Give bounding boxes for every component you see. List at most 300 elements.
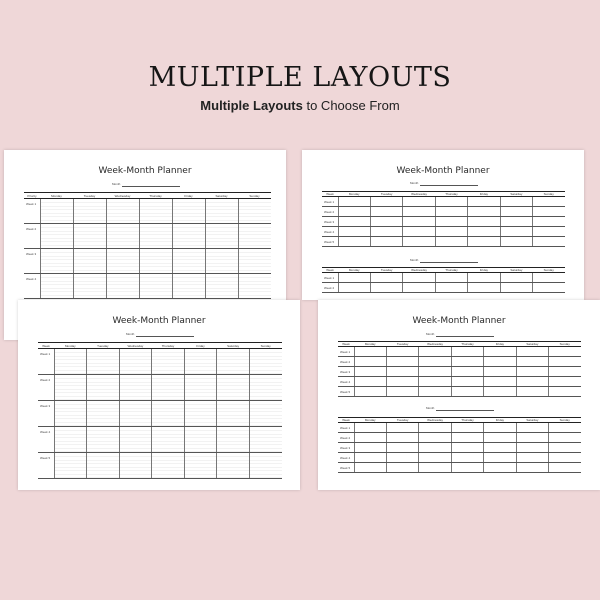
day-cell[interactable] (435, 237, 467, 247)
day-cell[interactable] (54, 427, 87, 453)
day-cell[interactable] (354, 377, 386, 387)
day-cell[interactable] (249, 401, 282, 427)
day-cell[interactable] (238, 274, 271, 299)
day-cell[interactable] (106, 224, 139, 249)
day-cell[interactable] (40, 249, 73, 274)
table-row (322, 227, 565, 237)
week-label: Week 1 (24, 199, 40, 224)
day-cell[interactable] (354, 367, 386, 377)
day-cell[interactable] (354, 423, 386, 433)
day-cell[interactable] (238, 224, 271, 249)
week-label: Week 1 (338, 347, 354, 357)
day-cell[interactable] (500, 273, 532, 283)
day-cell[interactable] (533, 283, 565, 293)
day-cell[interactable] (370, 237, 402, 247)
day-cell[interactable] (54, 401, 87, 427)
planner-grid-lower (322, 267, 565, 293)
day-cell[interactable] (217, 375, 250, 401)
sheet-title: Week-Month Planner (412, 316, 506, 326)
month-label: Month (126, 332, 135, 336)
day-cell[interactable] (184, 427, 217, 453)
day-cell[interactable] (40, 224, 73, 249)
day-cell[interactable] (139, 199, 172, 224)
column-header: Wednesday (119, 343, 152, 349)
day-cell[interactable] (40, 274, 73, 299)
day-cell[interactable] (152, 401, 185, 427)
week-label: Week 5 (338, 463, 354, 473)
day-cell[interactable] (354, 433, 386, 443)
table-row (24, 224, 271, 249)
day-cell[interactable] (205, 224, 238, 249)
column-header: Wednesday (403, 192, 435, 197)
day-cell[interactable] (386, 377, 418, 387)
day-cell[interactable] (370, 197, 402, 207)
day-cell[interactable] (549, 367, 581, 377)
column-header: Wednesday (419, 342, 451, 347)
column-header: Saturday (217, 343, 250, 349)
day-cell[interactable] (249, 427, 282, 453)
column-header: Wednesday (106, 193, 139, 199)
column-header: Wednesday (403, 268, 435, 273)
month-line (122, 186, 180, 187)
day-cell[interactable] (217, 427, 250, 453)
month-line (436, 410, 494, 411)
column-header: Friday (484, 342, 516, 347)
column-header: Saturday (516, 342, 548, 347)
day-cell[interactable] (435, 283, 467, 293)
day-cell[interactable] (451, 423, 483, 433)
week-label: Week 1 (322, 273, 338, 283)
column-header: Priority (24, 193, 40, 199)
column-header: Thursday (152, 343, 185, 349)
day-cell[interactable] (435, 197, 467, 207)
day-cell[interactable] (386, 453, 418, 463)
week-label: Week 3 (38, 401, 54, 427)
week-label: Week 4 (338, 377, 354, 387)
day-cell[interactable] (54, 349, 87, 375)
day-cell[interactable] (152, 375, 185, 401)
day-cell[interactable] (468, 227, 500, 237)
day-cell[interactable] (451, 357, 483, 367)
day-cell[interactable] (338, 217, 370, 227)
week-label: Week 4 (38, 427, 54, 453)
planner-sheet-bottom-left (18, 300, 300, 490)
day-cell[interactable] (549, 433, 581, 443)
day-cell[interactable] (338, 237, 370, 247)
month-label: Month (426, 332, 435, 336)
day-cell[interactable] (484, 387, 516, 397)
week-label: Week 4 (338, 453, 354, 463)
day-cell[interactable] (205, 274, 238, 299)
column-header: Tuesday (73, 193, 106, 199)
day-cell[interactable] (386, 357, 418, 367)
day-cell[interactable] (516, 453, 548, 463)
day-cell[interactable] (435, 227, 467, 237)
day-cell[interactable] (172, 249, 205, 274)
day-cell[interactable] (354, 387, 386, 397)
day-cell[interactable] (338, 283, 370, 293)
week-label: Week 5 (322, 237, 338, 247)
day-cell[interactable] (249, 349, 282, 375)
column-header: Thursday (435, 268, 467, 273)
day-cell[interactable] (87, 375, 120, 401)
day-cell[interactable] (484, 423, 516, 433)
day-cell[interactable] (87, 349, 120, 375)
week-label: Week 3 (338, 443, 354, 453)
day-cell[interactable] (500, 227, 532, 237)
day-cell[interactable] (484, 347, 516, 357)
column-header: Saturday (500, 268, 532, 273)
day-cell[interactable] (533, 237, 565, 247)
day-cell[interactable] (338, 273, 370, 283)
day-cell[interactable] (403, 237, 435, 247)
day-cell[interactable] (419, 347, 451, 357)
month-line (420, 262, 478, 263)
day-cell[interactable] (500, 197, 532, 207)
month-label: Month (410, 181, 419, 185)
day-cell[interactable] (238, 249, 271, 274)
day-cell[interactable] (516, 433, 548, 443)
column-header: Week (322, 268, 338, 273)
day-cell[interactable] (516, 347, 548, 357)
planner-grid (24, 192, 271, 299)
day-cell[interactable] (484, 443, 516, 453)
day-cell[interactable] (152, 349, 185, 375)
day-cell[interactable] (451, 463, 483, 473)
day-cell[interactable] (549, 463, 581, 473)
day-cell[interactable] (386, 423, 418, 433)
page-headline: MULTIPLE LAYOUTS (148, 62, 452, 93)
day-cell[interactable] (516, 443, 548, 453)
day-cell[interactable] (516, 463, 548, 473)
week-label: Week 3 (24, 249, 40, 274)
table-row (38, 375, 282, 401)
table-row (338, 443, 581, 453)
table-row (338, 463, 581, 473)
column-header: Sunday (549, 342, 581, 347)
column-header: Monday (354, 418, 386, 423)
day-cell[interactable] (500, 207, 532, 217)
day-cell[interactable] (184, 401, 217, 427)
day-cell[interactable] (354, 357, 386, 367)
sheet-title: Week-Month Planner (98, 166, 192, 176)
column-header: Week (38, 343, 54, 349)
day-cell[interactable] (370, 217, 402, 227)
column-header: Thursday (435, 192, 467, 197)
day-cell[interactable] (419, 387, 451, 397)
day-cell[interactable] (338, 197, 370, 207)
week-label: Week 2 (38, 375, 54, 401)
column-header: Week (338, 342, 354, 347)
day-cell[interactable] (451, 347, 483, 357)
day-cell[interactable] (354, 453, 386, 463)
day-cell[interactable] (119, 375, 152, 401)
day-cell[interactable] (54, 375, 87, 401)
day-cell[interactable] (386, 347, 418, 357)
week-label: Week 2 (24, 224, 40, 249)
day-cell[interactable] (386, 463, 418, 473)
table-row (338, 367, 581, 377)
day-cell[interactable] (468, 207, 500, 217)
week-label: Week 2 (322, 207, 338, 217)
table-row (338, 377, 581, 387)
day-cell[interactable] (73, 224, 106, 249)
column-header: Sunday (533, 192, 565, 197)
day-cell[interactable] (370, 273, 402, 283)
table-row (322, 283, 565, 293)
day-cell[interactable] (468, 197, 500, 207)
day-cell[interactable] (419, 377, 451, 387)
day-cell[interactable] (533, 227, 565, 237)
day-cell[interactable] (484, 367, 516, 377)
day-cell[interactable] (419, 423, 451, 433)
day-cell[interactable] (184, 375, 217, 401)
day-cell[interactable] (403, 283, 435, 293)
day-cell[interactable] (184, 349, 217, 375)
day-cell[interactable] (119, 427, 152, 453)
day-cell[interactable] (516, 367, 548, 377)
day-cell[interactable] (386, 433, 418, 443)
day-cell[interactable] (87, 453, 120, 479)
day-cell[interactable] (338, 227, 370, 237)
day-cell[interactable] (435, 207, 467, 217)
day-cell[interactable] (354, 347, 386, 357)
week-label: Week 4 (24, 274, 40, 299)
week-label: Week 3 (322, 217, 338, 227)
column-header: Sunday (238, 193, 271, 199)
day-cell[interactable] (435, 273, 467, 283)
day-cell[interactable] (370, 207, 402, 217)
day-cell[interactable] (451, 453, 483, 463)
column-header: Friday (484, 418, 516, 423)
column-header: Saturday (500, 192, 532, 197)
day-cell[interactable] (403, 207, 435, 217)
week-label: Week 2 (322, 283, 338, 293)
column-header: Week (322, 192, 338, 197)
month-line (420, 185, 478, 186)
day-cell[interactable] (451, 443, 483, 453)
sheet-title: Week-Month Planner (112, 316, 206, 326)
table-row (338, 347, 581, 357)
table-row (38, 427, 282, 453)
planner-grid-lower (338, 417, 581, 473)
day-cell[interactable] (119, 401, 152, 427)
column-header: Tuesday (386, 342, 418, 347)
day-cell[interactable] (73, 274, 106, 299)
day-cell[interactable] (338, 207, 370, 217)
day-cell[interactable] (403, 227, 435, 237)
day-cell[interactable] (516, 377, 548, 387)
table-row (38, 401, 282, 427)
column-header: Tuesday (87, 343, 120, 349)
day-cell[interactable] (419, 453, 451, 463)
week-label: Week 5 (338, 387, 354, 397)
column-header: Friday (172, 193, 205, 199)
day-cell[interactable] (403, 217, 435, 227)
table-row (24, 199, 271, 224)
week-label: Week 4 (322, 227, 338, 237)
column-header: Thursday (451, 342, 483, 347)
day-cell[interactable] (516, 387, 548, 397)
day-cell[interactable] (549, 453, 581, 463)
day-cell[interactable] (516, 423, 548, 433)
table-row (322, 207, 565, 217)
day-cell[interactable] (119, 453, 152, 479)
day-cell[interactable] (87, 427, 120, 453)
day-cell[interactable] (484, 433, 516, 443)
day-cell[interactable] (403, 273, 435, 283)
day-cell[interactable] (119, 349, 152, 375)
table-row (322, 217, 565, 227)
column-header: Sunday (533, 268, 565, 273)
planner-grid-upper (338, 341, 581, 397)
day-cell[interactable] (172, 274, 205, 299)
column-header: Friday (468, 192, 500, 197)
day-cell[interactable] (468, 283, 500, 293)
planner-grid-upper (322, 191, 565, 247)
column-header: Saturday (516, 418, 548, 423)
column-header: Monday (354, 342, 386, 347)
month-label: Month (410, 258, 419, 262)
day-cell[interactable] (73, 199, 106, 224)
column-header: Tuesday (386, 418, 418, 423)
table-row (24, 249, 271, 274)
day-cell[interactable] (419, 443, 451, 453)
day-cell[interactable] (419, 367, 451, 377)
column-header: Friday (468, 268, 500, 273)
column-header: Saturday (205, 193, 238, 199)
subheadline-rest: to Choose From (302, 98, 400, 113)
day-cell[interactable] (500, 237, 532, 247)
column-header: Friday (184, 343, 217, 349)
day-cell[interactable] (484, 377, 516, 387)
week-label: Week 2 (338, 357, 354, 367)
page-subheadline (0, 98, 600, 113)
day-cell[interactable] (106, 274, 139, 299)
table-row (24, 274, 271, 299)
table-row (38, 453, 282, 479)
day-cell[interactable] (549, 347, 581, 357)
day-cell[interactable] (533, 217, 565, 227)
day-cell[interactable] (549, 423, 581, 433)
day-cell[interactable] (249, 375, 282, 401)
day-cell[interactable] (172, 199, 205, 224)
column-header: Sunday (549, 418, 581, 423)
column-header: Sunday (249, 343, 282, 349)
column-header: Wednesday (419, 418, 451, 423)
month-line (436, 336, 494, 337)
day-cell[interactable] (484, 357, 516, 367)
day-cell[interactable] (217, 401, 250, 427)
subheadline-bold: Multiple Layouts (200, 98, 303, 113)
day-cell[interactable] (54, 453, 87, 479)
day-cell[interactable] (468, 273, 500, 283)
day-cell[interactable] (451, 377, 483, 387)
day-cell[interactable] (500, 217, 532, 227)
day-cell[interactable] (139, 224, 172, 249)
week-label: Week 2 (338, 433, 354, 443)
month-label: Month (112, 182, 121, 186)
day-cell[interactable] (516, 357, 548, 367)
day-cell[interactable] (484, 453, 516, 463)
day-cell[interactable] (370, 283, 402, 293)
day-cell[interactable] (451, 367, 483, 377)
day-cell[interactable] (419, 433, 451, 443)
day-cell[interactable] (106, 199, 139, 224)
day-cell[interactable] (549, 357, 581, 367)
day-cell[interactable] (549, 377, 581, 387)
day-cell[interactable] (139, 249, 172, 274)
day-cell[interactable] (40, 199, 73, 224)
table-row (338, 453, 581, 463)
week-label: Week 3 (338, 367, 354, 377)
column-header: Tuesday (370, 268, 402, 273)
day-cell[interactable] (249, 453, 282, 479)
day-cell[interactable] (533, 197, 565, 207)
day-cell[interactable] (451, 387, 483, 397)
week-label: Week 1 (338, 423, 354, 433)
month-line (136, 336, 194, 337)
day-cell[interactable] (533, 207, 565, 217)
day-cell[interactable] (106, 249, 139, 274)
day-cell[interactable] (484, 463, 516, 473)
day-cell[interactable] (205, 249, 238, 274)
column-header: Thursday (451, 418, 483, 423)
day-cell[interactable] (354, 463, 386, 473)
column-header: Monday (40, 193, 73, 199)
column-header: Week (338, 418, 354, 423)
day-cell[interactable] (468, 217, 500, 227)
day-cell[interactable] (152, 453, 185, 479)
day-cell[interactable] (370, 227, 402, 237)
day-cell[interactable] (217, 453, 250, 479)
day-cell[interactable] (184, 453, 217, 479)
day-cell[interactable] (386, 367, 418, 377)
day-cell[interactable] (172, 224, 205, 249)
day-cell[interactable] (87, 401, 120, 427)
table-row (338, 387, 581, 397)
planner-grid (38, 342, 282, 479)
day-cell[interactable] (386, 443, 418, 453)
table-row (338, 423, 581, 433)
day-cell[interactable] (419, 463, 451, 473)
day-cell[interactable] (139, 274, 172, 299)
day-cell[interactable] (549, 387, 581, 397)
day-cell[interactable] (354, 443, 386, 453)
column-header: Monday (54, 343, 87, 349)
day-cell[interactable] (403, 197, 435, 207)
day-cell[interactable] (386, 387, 418, 397)
day-cell[interactable] (152, 427, 185, 453)
day-cell[interactable] (468, 237, 500, 247)
month-label: Month (426, 406, 435, 410)
day-cell[interactable] (435, 217, 467, 227)
day-cell[interactable] (238, 199, 271, 224)
day-cell[interactable] (500, 283, 532, 293)
column-header: Monday (338, 268, 370, 273)
day-cell[interactable] (419, 357, 451, 367)
day-cell[interactable] (451, 433, 483, 443)
column-header: Monday (338, 192, 370, 197)
day-cell[interactable] (205, 199, 238, 224)
day-cell[interactable] (73, 249, 106, 274)
planner-sheet-bottom-right (318, 300, 600, 490)
day-cell[interactable] (549, 443, 581, 453)
day-cell[interactable] (533, 273, 565, 283)
week-label: Week 5 (38, 453, 54, 479)
week-label: Week 1 (38, 349, 54, 375)
day-cell[interactable] (217, 349, 250, 375)
